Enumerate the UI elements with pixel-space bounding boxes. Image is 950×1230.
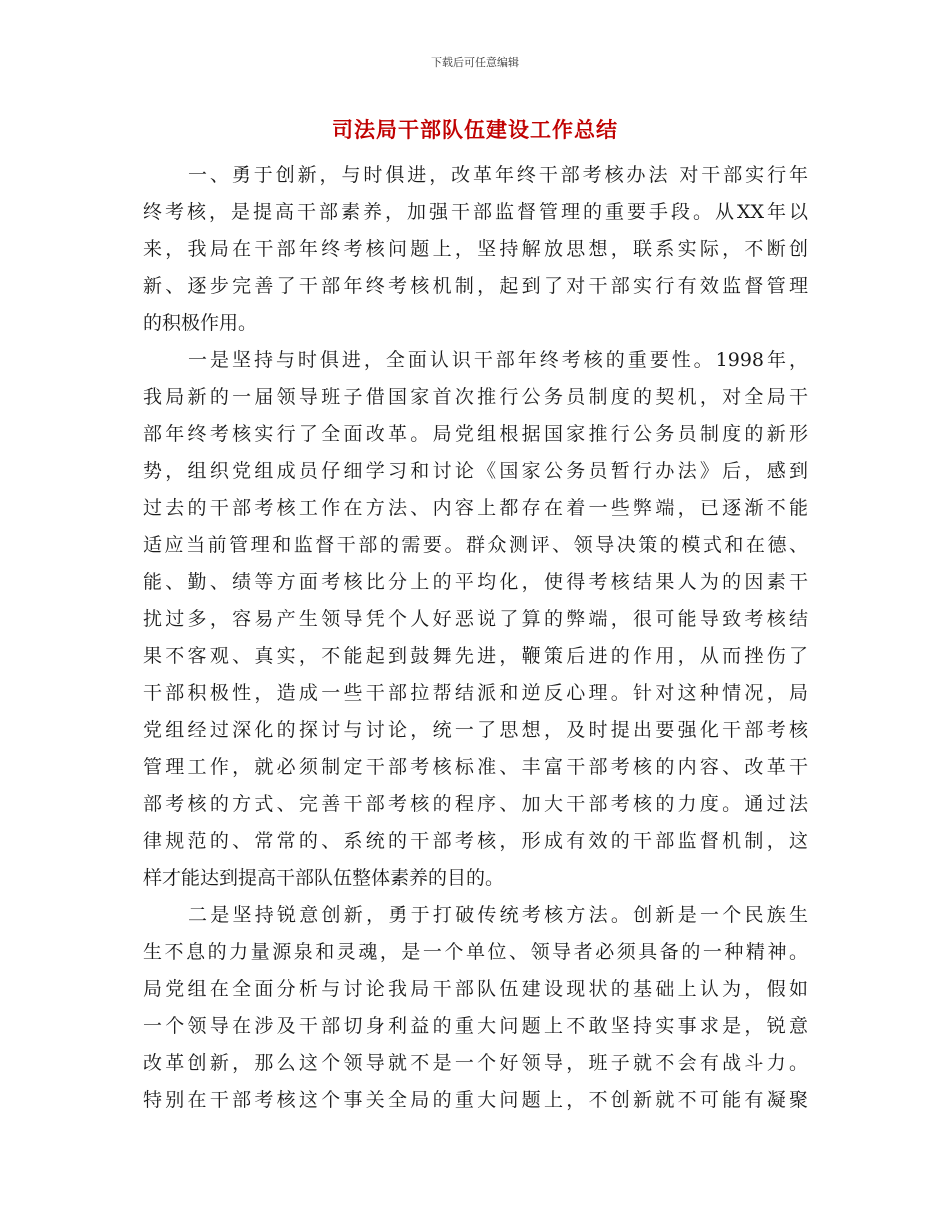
text-line: 部年终考核实行了全面改革。局党组根据国家推行公务员制度的新形 [143, 423, 808, 445]
text-line: 适应当前管理和监督干部的需要。群众测评、领导决策的模式和在德、 [143, 534, 808, 556]
text-line: 终考核，是提高干部素养，加强干部监督管理的重要手段。从XX年以 [143, 201, 808, 223]
text-line: 部考核的方式、完善干部考核的程序、加大干部考核的力度。通过法 [143, 793, 808, 815]
text-line: 过去的干部考核工作在方法、内容上都存在着一些弊端，已逐渐不能 [143, 497, 808, 519]
text-line: 来，我局在干部年终考核问题上，坚持解放思想，联系实际，不断创 [143, 238, 808, 260]
text-line: 我局新的一届领导班子借国家首次推行公务员制度的契机，对全局干 [143, 386, 808, 408]
text-line: 干部积极性，造成一些干部拉帮结派和逆反心理。针对这种情况，局 [143, 682, 808, 704]
paragraph [143, 897, 808, 1119]
text-line: 的积极作用。 [143, 312, 258, 334]
document-title: 司法局干部队伍建设工作总结 [332, 118, 618, 142]
text-line: 一个领导在涉及干部切身利益的重大问题上不敢坚持实事求是，锐意 [143, 1015, 808, 1037]
text-line: 生不息的力量源泉和灵魂，是一个单位、领导者必须具备的一种精神。 [143, 941, 808, 963]
text-line: 二是坚持锐意创新，勇于打破传统考核方法。创新是一个民族生 [188, 904, 808, 926]
text-line: 律规范的、常常的、系统的干部考核，形成有效的干部监督机制，这 [143, 830, 808, 852]
paragraph [143, 342, 808, 897]
text-line: 局党组在全面分析与讨论我局干部队伍建设现状的基础上认为，假如 [143, 978, 808, 1000]
text-line: 扰过多，容易产生领导凭个人好恶说了算的弊端，很可能导致考核结 [143, 608, 808, 630]
text-line: 党组经过深化的探讨与讨论，统一了思想，及时提出要强化干部考核 [143, 719, 808, 741]
text-line: 一、勇于创新，与时俱进，改革年终干部考核办法 对干部实行年 [188, 164, 808, 186]
text-line: 新、逐步完善了干部年终考核机制，起到了对干部实行有效监督管理 [143, 275, 808, 297]
page-header-note: 下载后可任意编辑 [431, 56, 519, 69]
text-line: 果不客观、真实，不能起到鼓舞先进，鞭策后进的作用，从而挫伤了 [143, 645, 808, 667]
document-body [143, 157, 808, 1119]
text-line: 势，组织党组成员仔细学习和讨论《国家公务员暂行办法》后，感到 [143, 460, 808, 482]
paragraph [143, 157, 808, 342]
text-line: 样才能达到提高干部队伍整体素养的目的。 [143, 867, 505, 889]
text-line: 一是坚持与时俱进，全面认识干部年终考核的重要性。1998年， [188, 349, 808, 371]
text-line: 改革创新，那么这个领导就不是一个好领导，班子就不会有战斗力。 [143, 1052, 808, 1074]
text-line: 能、勤、绩等方面考核比分上的平均化，使得考核结果人为的因素干 [143, 571, 808, 593]
text-line: 特别在干部考核这个事关全局的重大问题上，不创新就不可能有凝聚 [143, 1089, 808, 1111]
text-line: 管理工作，就必须制定干部考核标准、丰富干部考核的内容、改革干 [143, 756, 808, 778]
